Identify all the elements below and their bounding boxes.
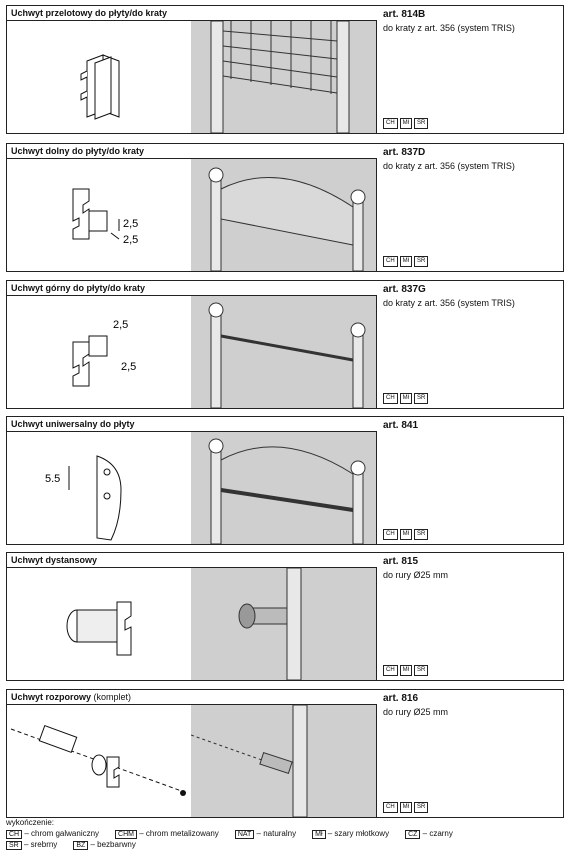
product-title: Uchwyt górny do płyty/do kraty <box>11 283 146 293</box>
product-card-837g <box>6 280 564 409</box>
finish-code: CH <box>383 256 398 267</box>
product-photo <box>191 159 377 271</box>
legend-item <box>73 840 136 849</box>
dimension-label: 5.5 <box>45 473 61 485</box>
finish-code: CH <box>383 665 398 676</box>
finish-codes <box>383 802 428 813</box>
finish-code: CH <box>383 802 398 813</box>
finish-code: SR <box>414 529 428 540</box>
product-drawing <box>7 568 191 680</box>
product-info <box>377 417 563 544</box>
product-drawing <box>7 296 191 408</box>
legend-row <box>6 840 562 849</box>
product-photo <box>191 432 377 544</box>
product-title-bar <box>7 553 377 568</box>
article-description: do rury Ø25 mm <box>383 570 449 580</box>
finish-code: SR <box>414 802 428 813</box>
finish-code: SR <box>414 256 428 267</box>
product-photo <box>191 705 377 817</box>
finish-code: CH <box>383 529 398 540</box>
article-number: art. 816 <box>383 693 419 704</box>
finish-code: Mł <box>400 118 412 129</box>
legend-code: NAT <box>235 830 254 839</box>
legend-label: – szary młotkowy <box>325 829 390 838</box>
product-drawing <box>7 21 191 133</box>
legend-label: – chrom metalizowany <box>137 829 219 838</box>
finish-code: CH <box>383 393 398 404</box>
product-title-bar <box>7 144 377 159</box>
article-description: do rury Ø25 mm <box>383 707 449 717</box>
product-title: Uchwyt dystansowy <box>11 555 98 565</box>
legend-item <box>312 829 389 838</box>
article-number: art. 837D <box>383 147 426 158</box>
finish-legend <box>6 818 562 849</box>
legend-code: CHM <box>115 830 137 839</box>
legend-heading: wykończenie: <box>6 818 55 827</box>
dimension-label: 2,5 <box>123 218 139 230</box>
product-title: Uchwyt uniwersalny do płyty <box>11 419 135 429</box>
legend-item <box>115 829 219 838</box>
product-drawing <box>7 705 191 817</box>
legend-code: CH <box>6 830 22 839</box>
legend-item <box>235 829 296 838</box>
finish-code: Mł <box>400 802 412 813</box>
product-title-bar <box>7 6 377 21</box>
dimension-label: 2,5 <box>121 361 137 373</box>
legend-label: – czarny <box>420 829 453 838</box>
finish-code: Mł <box>400 256 412 267</box>
article-description: do kraty z art. 356 (system TRIS) <box>383 23 515 33</box>
legend-item <box>6 840 57 849</box>
product-photo <box>191 21 377 133</box>
product-info <box>377 6 563 133</box>
finish-code: Mł <box>400 529 412 540</box>
product-card-815 <box>6 552 564 681</box>
article-number: art. 815 <box>383 556 419 567</box>
product-card-841 <box>6 416 564 545</box>
product-card-814b <box>6 5 564 134</box>
product-title-bar <box>7 417 377 432</box>
dimension-label: 2,5 <box>113 319 129 331</box>
product-drawing <box>7 159 191 271</box>
product-card-837d <box>6 143 564 272</box>
article-description: do kraty z art. 356 (system TRIS) <box>383 298 515 308</box>
finish-codes <box>383 256 428 267</box>
finish-code: SR <box>414 665 428 676</box>
article-description: do kraty z art. 356 (system TRIS) <box>383 161 515 171</box>
article-number: art. 837G <box>383 284 426 295</box>
product-info <box>377 281 563 408</box>
finish-codes <box>383 393 428 404</box>
finish-code: CH <box>383 118 398 129</box>
legend-code: BZ <box>73 841 88 850</box>
legend-item <box>6 829 99 838</box>
finish-code: SR <box>414 393 428 404</box>
product-title: Uchwyt przelotowy do płyty/do kraty <box>11 8 168 18</box>
legend-code: SR <box>6 841 22 850</box>
finish-code: Mł <box>400 393 412 404</box>
product-title-suffix: (komplet) <box>91 692 132 702</box>
product-photo <box>191 568 377 680</box>
legend-label: – bezbarwny <box>88 840 136 849</box>
product-title-bar <box>7 690 377 705</box>
product-title: Uchwyt rozporowy <box>11 692 92 702</box>
product-info <box>377 690 563 817</box>
product-photo <box>191 296 377 408</box>
legend-code: CZ <box>405 830 420 839</box>
finish-codes <box>383 529 428 540</box>
legend-label: – srebrny <box>21 840 58 849</box>
dimension-label: 2,5 <box>123 234 139 246</box>
product-title: Uchwyt dolny do płyty/do kraty <box>11 146 145 156</box>
legend-code: Mł <box>312 830 325 839</box>
legend-label: – chrom galwaniczny <box>22 829 100 838</box>
legend-label: – naturalny <box>254 829 297 838</box>
product-info <box>377 144 563 271</box>
finish-codes <box>383 118 428 129</box>
finish-code: SR <box>414 118 428 129</box>
product-drawing <box>7 432 191 544</box>
legend-row <box>6 829 562 838</box>
finish-code: Mł <box>400 665 412 676</box>
article-number: art. 841 <box>383 420 419 431</box>
product-title-bar <box>7 281 377 296</box>
legend-item <box>405 829 453 838</box>
product-card-816 <box>6 689 564 818</box>
product-info <box>377 553 563 680</box>
finish-codes <box>383 665 428 676</box>
article-number: art. 814B <box>383 9 426 20</box>
